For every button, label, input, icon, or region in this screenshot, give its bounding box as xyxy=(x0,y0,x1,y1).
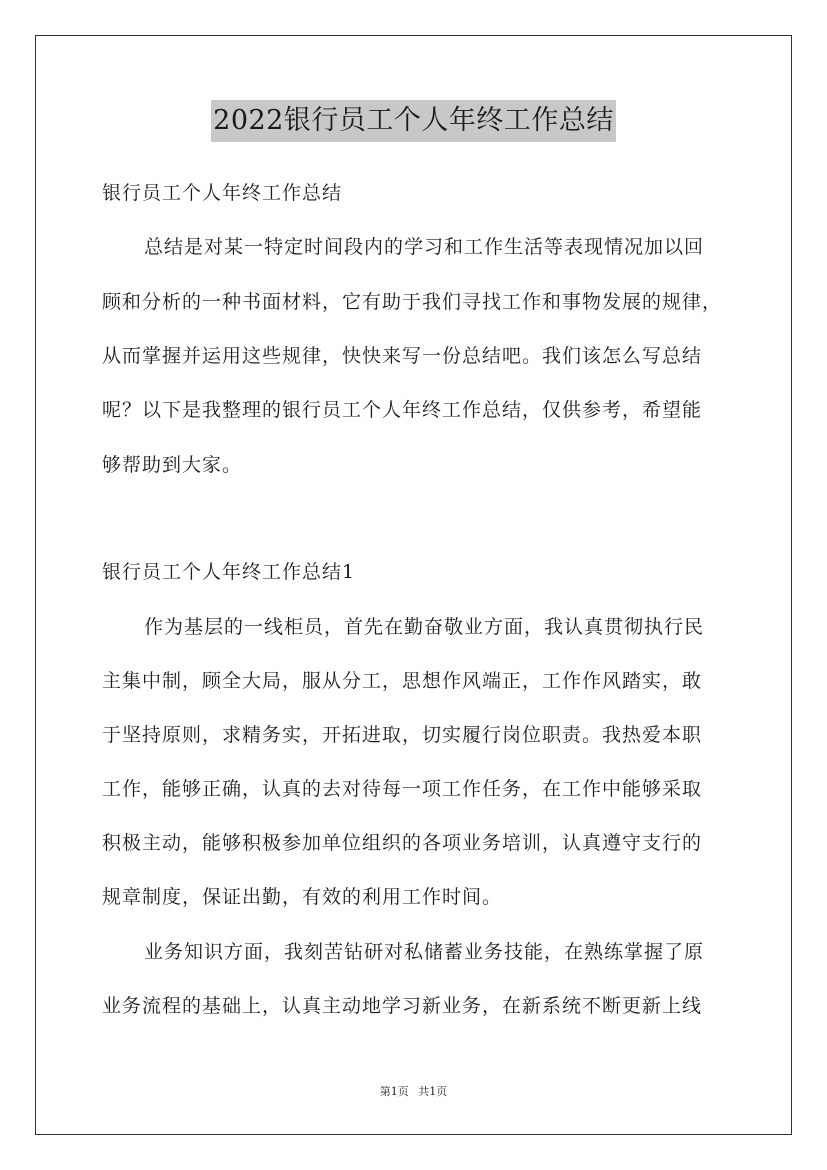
paragraph-line: 够帮助到大家。 xyxy=(102,454,243,476)
paragraph-line: 业务知识方面，我刻苦钻研对私储蓄业务技能，在熟练掌握了原 xyxy=(144,941,705,963)
paragraph-line: 于坚持原则，求精务实，开拓进取，切实履行岗位职责。我热爱本职 xyxy=(102,724,703,746)
paragraph-line: 主集中制，顾全大局，服从分工，思想作风端正，工作作风踏实，敢 xyxy=(102,670,703,692)
page-total: 共1页 xyxy=(418,1085,448,1098)
title-container xyxy=(0,100,827,142)
page-number: 第1页 xyxy=(379,1085,409,1098)
document-title: 2022银行员工个人年终工作总结 xyxy=(211,100,616,142)
paragraph-line: 业务流程的基础上，认真主动地学习新业务，在新系统不断更新上线 xyxy=(102,995,703,1017)
paragraph-line: 积极主动，能够积极参加单位组织的各项业务培训，认真遵守支行的 xyxy=(102,832,703,854)
paragraph-line: 总结是对某一特定时间段内的学习和工作生活等表现情况加以回 xyxy=(144,236,705,258)
paragraph-line: 作为基层的一线柜员，首先在勤奋敬业方面，我认真贯彻执行民 xyxy=(144,616,705,638)
paragraph-line: 顾和分析的一种书面材料，它有助于我们寻找工作和事物发展的规律， xyxy=(102,291,723,313)
paragraph-line: 规章制度，保证出勤，有效的利用工作时间。 xyxy=(102,886,503,908)
section-heading: 银行员工个人年终工作总结1 xyxy=(102,561,356,583)
section-heading: 银行员工个人年终工作总结 xyxy=(102,182,343,204)
paragraph-line: 从而掌握并运用这些规律，快快来写一份总结吧。我们该怎么写总结 xyxy=(102,345,703,367)
paragraph-line: 呢？以下是我整理的银行员工个人年终工作总结，仅供参考，希望能 xyxy=(102,399,703,421)
page-footer xyxy=(0,1084,827,1100)
paragraph-line: 工作，能够正确，认真的去对待每一项工作任务，在工作中能够采取 xyxy=(102,778,703,800)
